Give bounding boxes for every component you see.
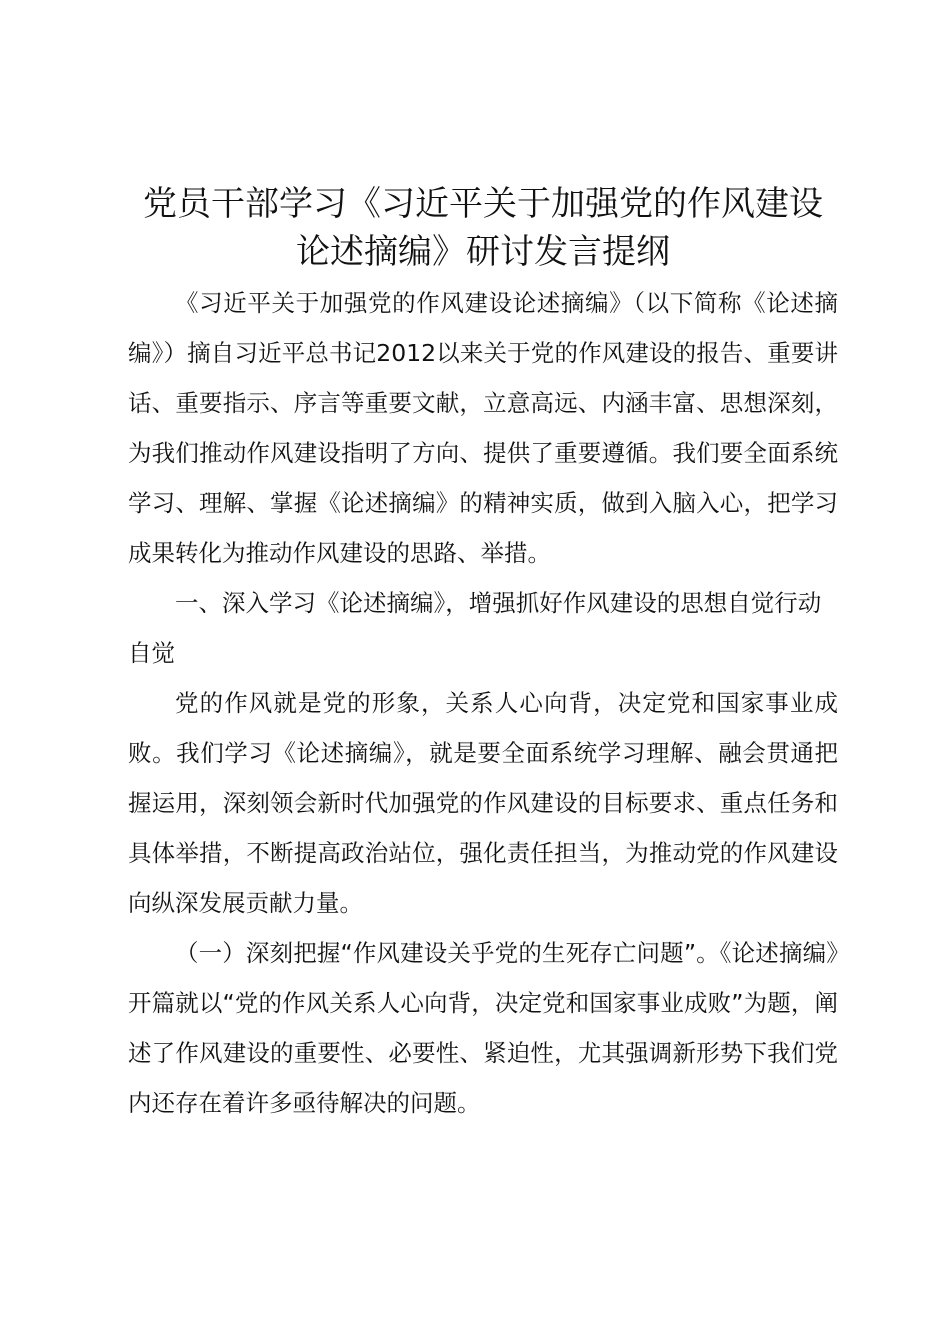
document-title [128, 180, 838, 276]
document-page [128, 180, 838, 1128]
section-heading-1: 一、深入学习《论述摘编》，增强抓好作风建设的思想自觉行动自觉 [128, 589, 822, 667]
title-line-2: 论述摘编》研讨发言提纲 [296, 232, 670, 272]
section-1-paragraph: 党的作风就是党的形象，关系人心向背，决定党和国家事业成败。我们学习《论述摘编》，就是要全面系统学习理解、融会贯通把握运用，深刻领会新时代加强党的作风建设的目标要求、重点任务和具体举措，不断提高政治站位，强化责任担当，为推动党的作风建设向纵深发展贡献力量。 [128, 689, 838, 917]
title-line-1: 党员干部学习《习近平关于加强党的作风建设 [143, 184, 823, 224]
subsection-1-paragraph: （一）深刻把握“作风建设关乎党的生死存亡问题”。《论述摘编》开篇就以“党的作风关系人心向背，决定党和国家事业成败”为题，阐述了作风建设的重要性、必要性、紧迫性，尤其强调新形势下我们党内还存在着许多亟待解决的问题。 [128, 939, 838, 1117]
intro-paragraph: 《习近平关于加强党的作风建设论述摘编》（以下简称《论述摘编》）摘自习近平总书记2012以来关于党的作风建设的报告、重要讲话、重要指示、序言等重要文献，立意高远、内涵丰富、思想深刻，为我们推动作风建设指明了方向、提供了重要遵循。我们要全面系统学习、理解、掌握《论述摘编》的精神实质，做到入脑入心，把学习成果转化为推动作风建设的思路、举措。 [128, 289, 838, 567]
